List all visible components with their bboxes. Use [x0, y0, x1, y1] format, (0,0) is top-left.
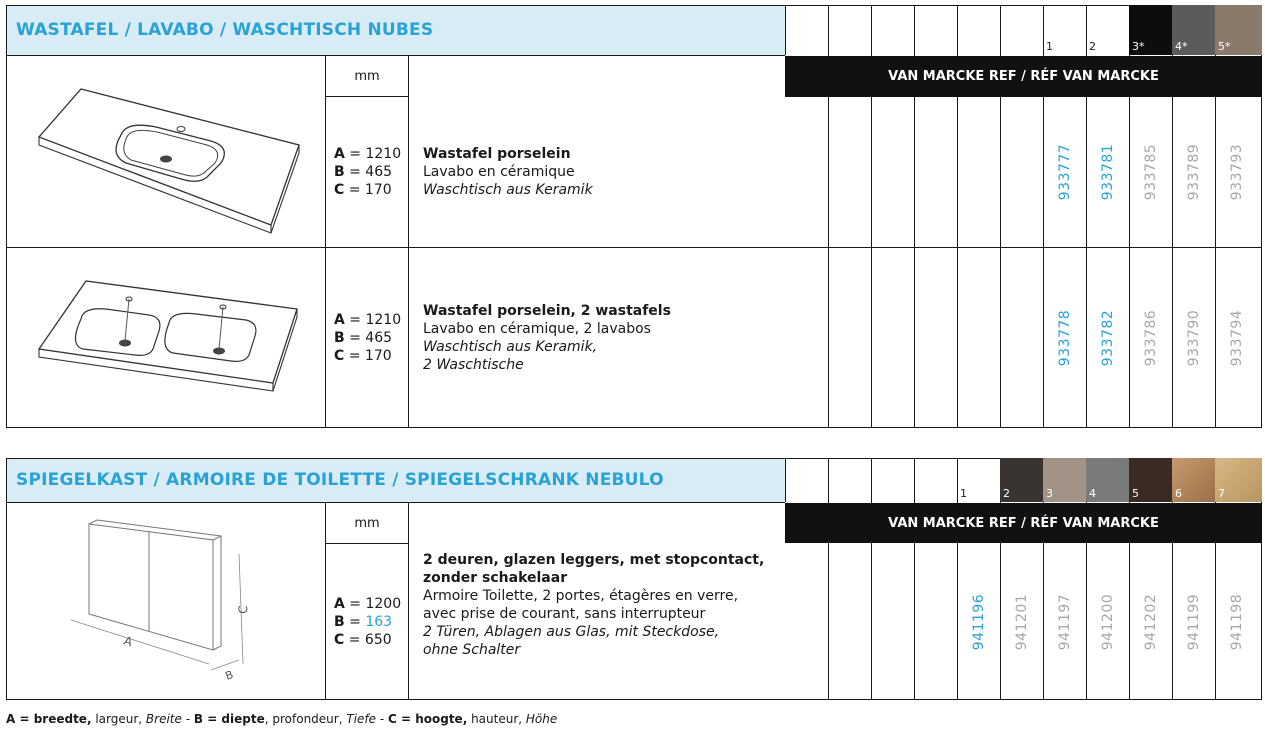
description-row-1: Wastafel porselein Lavabo en céramique Waschtisch aus Keramik [423, 146, 593, 198]
dimensions-row-2: A = 1210 B = 465 C = 170 [334, 312, 402, 364]
swatch-2: 2 [1089, 40, 1096, 53]
ref-code: 941200 [1100, 593, 1117, 651]
ref-code: 941197 [1057, 593, 1074, 651]
mirror-cabinet-drawing [61, 514, 261, 690]
description-row-2: Wastafel porselein, 2 wastafels Lavabo en céramique, 2 lavabos Waschtisch aus Keramik, 2 Waschtische [423, 303, 671, 373]
ref-code: 941196 [971, 593, 988, 651]
ref-code: 933785 [1143, 143, 1160, 201]
sink-single-drawing [31, 75, 301, 235]
ref-code: 941199 [1186, 593, 1203, 651]
ref-code: 941202 [1143, 593, 1160, 651]
ref-code: 933786 [1143, 309, 1160, 367]
section-title: WASTAFEL / LAVABO / WASCHTISCH NUBES [6, 5, 785, 55]
section-spiegelkast [6, 458, 1262, 700]
swatch-3: 3* [1129, 5, 1172, 55]
swatch-3: 3 [1043, 458, 1086, 502]
sink-double-drawing [31, 273, 301, 403]
swatch-5: 5* [1215, 5, 1262, 55]
ref-code: 941201 [1014, 593, 1031, 651]
ref-code: 933782 [1100, 309, 1117, 367]
mm-label: mm [354, 515, 380, 531]
ref-code: 933778 [1057, 309, 1074, 367]
mm-label: mm [354, 68, 380, 84]
svg-text:A: A [122, 633, 135, 650]
svg-text:B: B [223, 668, 236, 683]
ref-code: 933794 [1229, 309, 1246, 367]
dimensions-row-1: A = 1210 B = 465 C = 170 [334, 146, 402, 198]
ref-code: 933777 [1057, 143, 1074, 201]
section-wastafel [6, 5, 1262, 428]
ref-header: VAN MARCKE REF / RÉF VAN MARCKE [785, 503, 1262, 543]
dimensions-row-3: A = 1200 B = 163 C = 650 [334, 596, 402, 648]
ref-code: 933793 [1229, 143, 1246, 201]
swatch-7: 7 [1215, 458, 1262, 502]
swatch-4: 4* [1172, 5, 1215, 55]
swatch-1: 1 [1046, 40, 1053, 53]
description-row-3: 2 deuren, glazen leggers, met stopcontact, zonder schakelaar Armoire Toilette, 2 portes, étagères en verre, avec prise de courant, sans interrupteur 2 Türen, Ablagen aus Glas, mit Steckdose, ohne Schalter [423, 552, 765, 658]
ref-code: 933789 [1186, 143, 1203, 201]
ref-header: VAN MARCKE REF / RÉF VAN MARCKE [785, 56, 1262, 97]
section-title: SPIEGELKAST / ARMOIRE DE TOILETTE / SPIEGELSCHRANK NEBULO [6, 458, 785, 502]
swatch-6: 6 [1172, 458, 1215, 502]
svg-text:C: C [236, 605, 251, 615]
ref-code: 941198 [1229, 593, 1246, 651]
swatch-1: 1 [960, 487, 967, 500]
swatch-4: 4 [1086, 458, 1129, 502]
swatch-2: 2 [1000, 458, 1043, 502]
swatch-5: 5 [1129, 458, 1172, 502]
ref-code: 933781 [1100, 143, 1117, 201]
ref-code: 933790 [1186, 309, 1203, 367]
dimension-legend: A = breedte, largeur, Breite - B = diepte, profondeur, Tiefe - C = hoogte, hauteur, Höhe [6, 712, 558, 726]
